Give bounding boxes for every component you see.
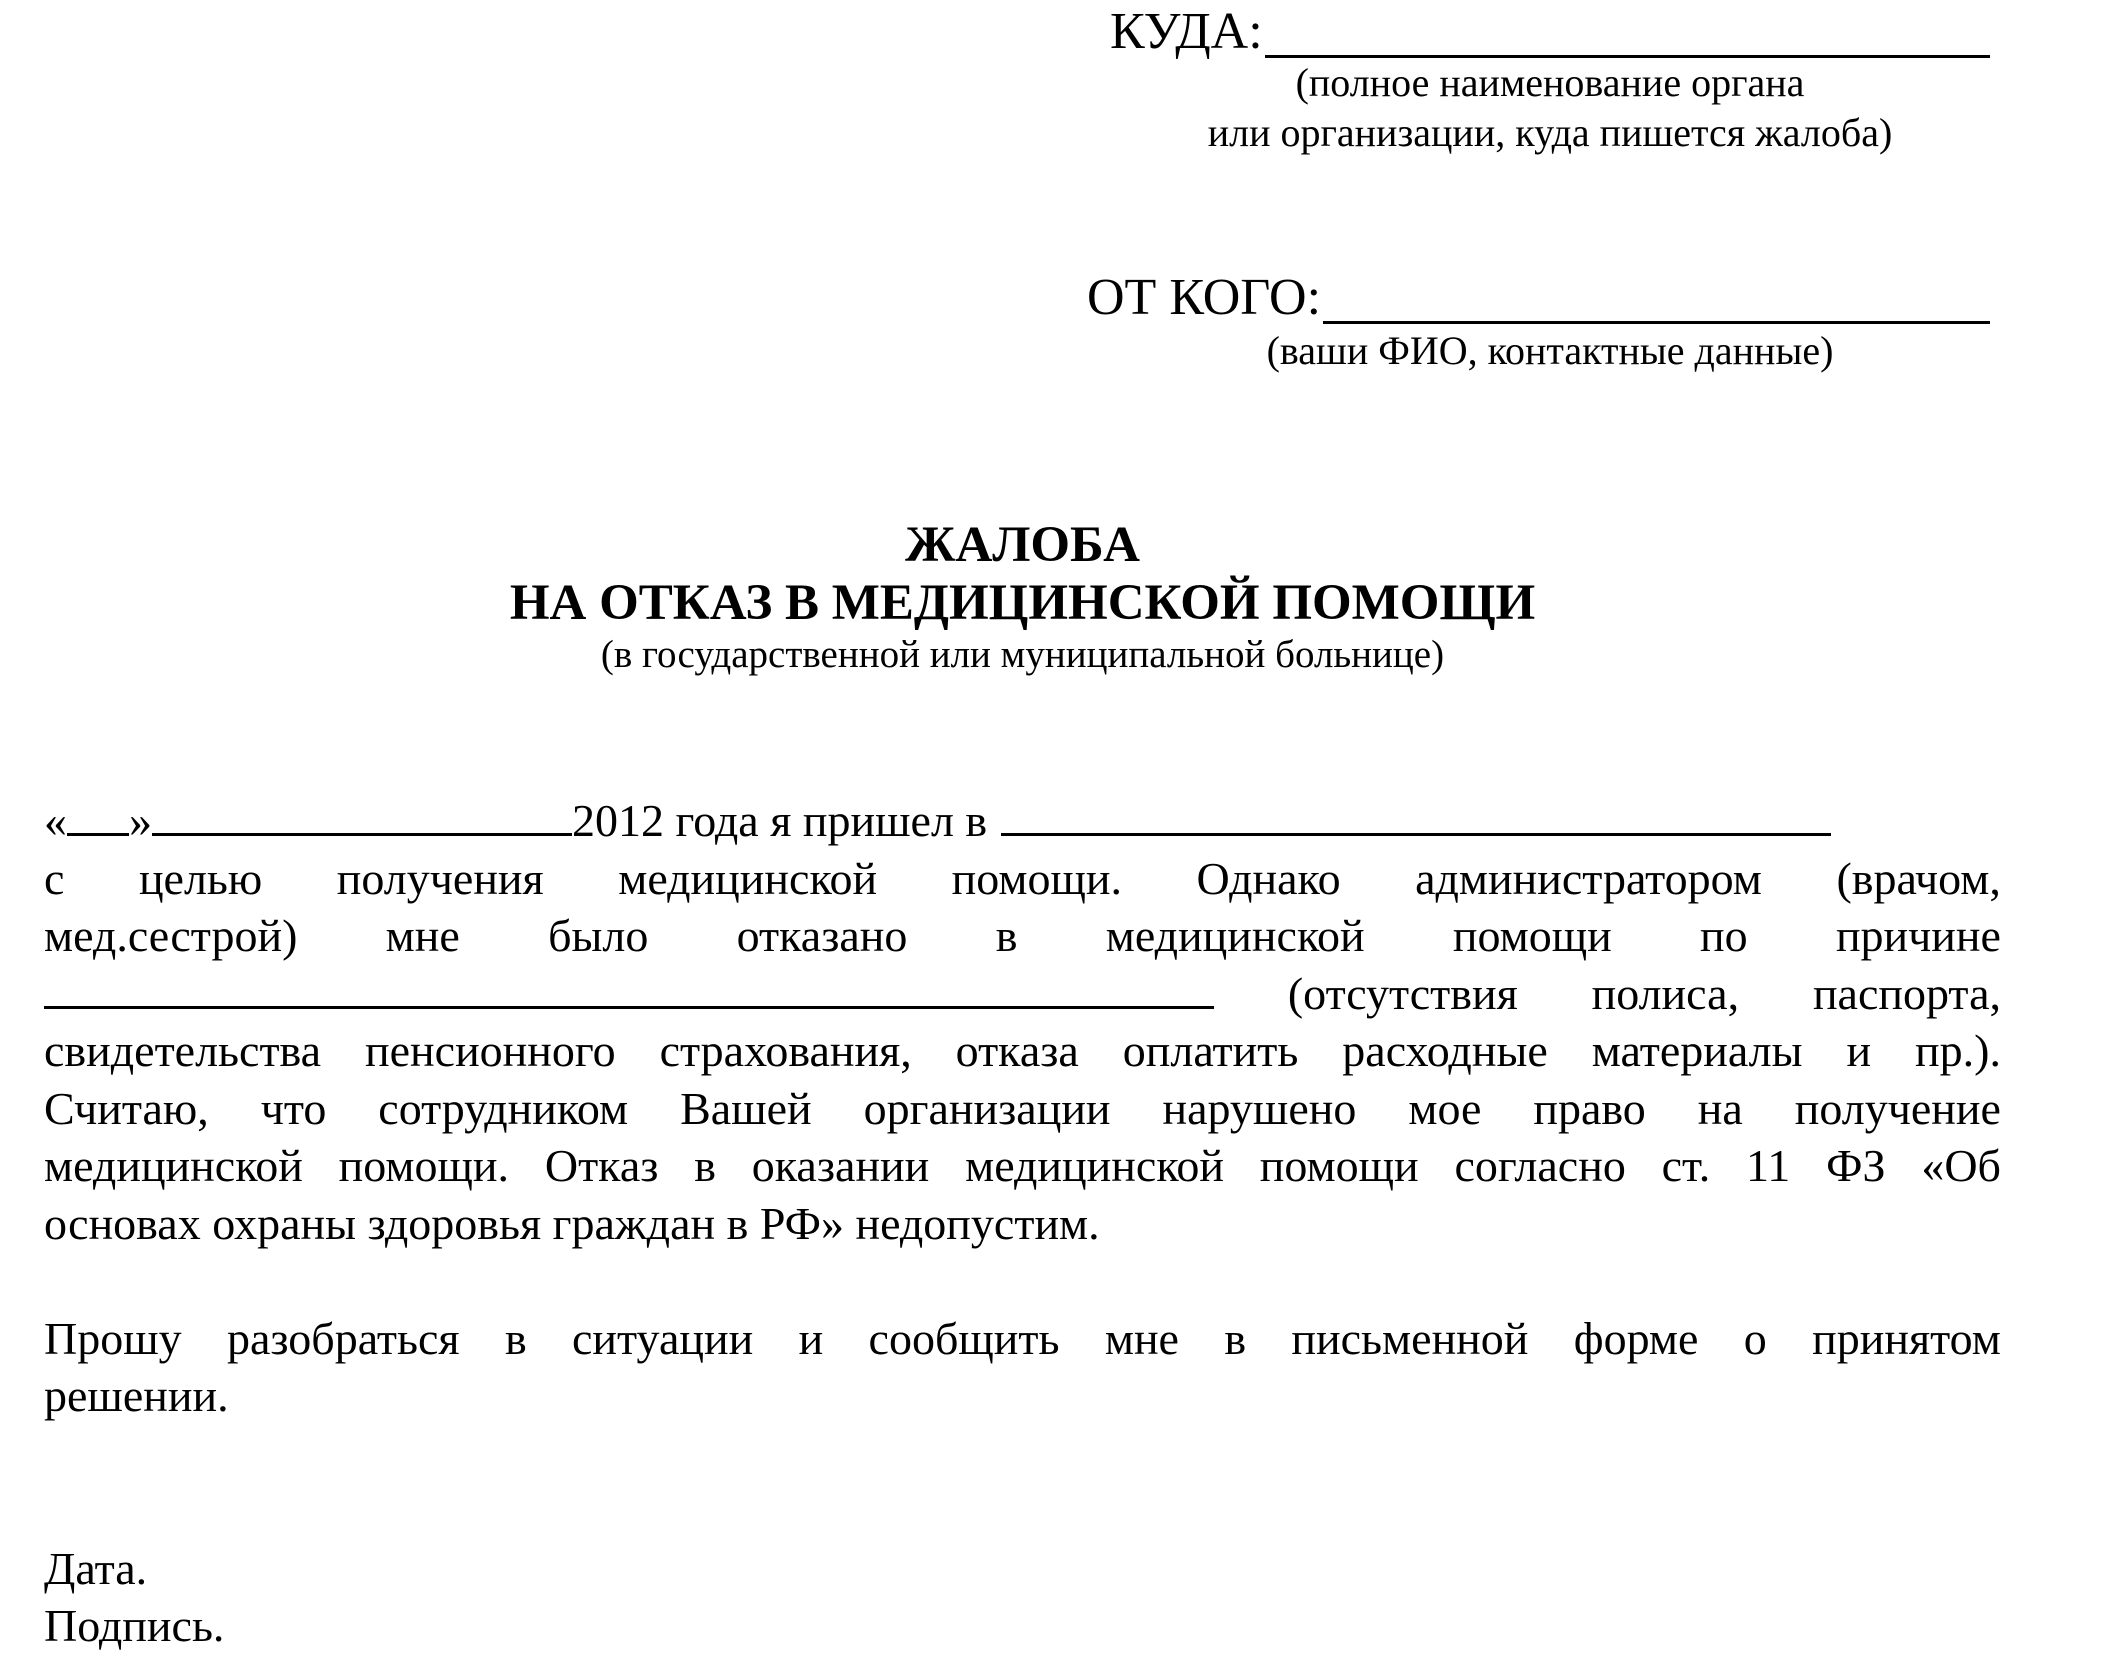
request-line-1 xyxy=(44,1310,2001,1368)
word: ст. xyxy=(1661,1140,1711,1191)
word: медицинской xyxy=(1105,910,1365,961)
word: целью xyxy=(138,852,263,904)
addressee-label: КУДА: xyxy=(1110,3,1263,60)
word: и xyxy=(1846,1025,1872,1076)
signature-label: Подпись. xyxy=(44,1600,225,1651)
word: с xyxy=(44,852,65,904)
addressee-hint-line-1: (полное наименование органа xyxy=(1295,60,1805,105)
word: помощи. xyxy=(338,1140,510,1191)
sender-blank-field[interactable] xyxy=(1323,281,1990,324)
word: пенсионного xyxy=(365,1025,616,1076)
title-line-2: НА ОТКАЗ В МЕДИЦИНСКОЙ ПОМОЩИ xyxy=(509,574,1536,631)
word: мне xyxy=(385,910,460,961)
addressee-blank-field[interactable] xyxy=(1265,15,1990,58)
addressee-hint xyxy=(1110,58,1990,158)
body-line-6 xyxy=(44,1080,2001,1138)
date-open-quote: « xyxy=(44,795,67,846)
word: по xyxy=(1700,910,1748,961)
body-line-8 xyxy=(44,1195,2001,1253)
word: страхования, xyxy=(659,1025,912,1076)
word: отказано xyxy=(736,910,908,961)
sender-line xyxy=(1087,269,1990,326)
word: принятом xyxy=(1812,1312,2001,1364)
sender-hint: (ваши ФИО, контактные данные) xyxy=(1266,328,1834,373)
word: материалы xyxy=(1591,1025,1803,1076)
body-line-2 xyxy=(44,850,2001,908)
word: форме xyxy=(1573,1312,1699,1364)
word: получение xyxy=(1794,1082,2001,1134)
paragraph-gap xyxy=(44,1425,2001,1483)
word: Считаю, xyxy=(44,1082,209,1134)
word: о xyxy=(1743,1312,1767,1364)
word: оказании xyxy=(751,1140,930,1191)
word: медицинской xyxy=(965,1140,1224,1191)
word: свидетельства xyxy=(44,1025,322,1076)
body-line-7 xyxy=(44,1137,2001,1195)
word: мое xyxy=(1408,1082,1482,1134)
word: причине xyxy=(1835,910,2001,961)
addressee-hint-line-2: или организации, куда пишется жалоба) xyxy=(1207,110,1893,155)
word: оплатить xyxy=(1122,1025,1299,1076)
addressee-line xyxy=(1110,3,1990,60)
word: было xyxy=(548,910,649,961)
word: Вашей xyxy=(680,1082,812,1134)
word: полиса, xyxy=(1591,967,1740,1019)
word: получения xyxy=(336,852,544,904)
word: ФЗ xyxy=(1826,1140,1886,1191)
date-close-quote: » xyxy=(129,795,152,846)
request-line-2 xyxy=(44,1367,2001,1425)
word: в xyxy=(694,1140,716,1191)
date-label: Дата. xyxy=(44,1542,148,1594)
word: паспорта, xyxy=(1812,967,2001,1019)
sender-label: ОТ КОГО: xyxy=(1087,269,1322,326)
body-line-5 xyxy=(44,1022,2001,1080)
word: (отсутствия xyxy=(1287,967,1518,1019)
word: медицинской xyxy=(618,852,878,904)
word: мед.сестрой) xyxy=(44,910,298,961)
refusal-reason-blank[interactable] xyxy=(44,966,1214,1009)
word: «Об xyxy=(1921,1140,2001,1191)
body-line-4 xyxy=(44,965,2001,1023)
date-day-blank[interactable] xyxy=(67,793,129,836)
word: сообщить xyxy=(868,1312,1060,1364)
word: Отказ xyxy=(544,1140,659,1191)
word: отказа xyxy=(955,1025,1079,1076)
word: (врачом, xyxy=(1836,852,2001,904)
word: организации xyxy=(863,1082,1111,1134)
word: разобраться xyxy=(226,1312,460,1364)
year-text: 2012 года я пришел в xyxy=(572,795,988,846)
request-line-2-text: решении. xyxy=(44,1370,229,1421)
word: право xyxy=(1533,1082,1646,1134)
word: и xyxy=(798,1312,824,1364)
document-title xyxy=(0,517,2045,679)
word: что xyxy=(260,1082,327,1134)
paragraph-gap xyxy=(44,1482,2001,1540)
word: Однако xyxy=(1196,852,1341,904)
word: в xyxy=(995,910,1018,961)
word: администратором xyxy=(1415,852,1762,904)
word: пр.). xyxy=(1915,1025,2001,1076)
complaint-body xyxy=(44,792,2001,1655)
word: письменной xyxy=(1291,1312,1529,1364)
word: в xyxy=(1224,1312,1247,1364)
word: расходные xyxy=(1342,1025,1548,1076)
word: 11 xyxy=(1746,1140,1791,1191)
paragraph-gap xyxy=(44,1252,2001,1310)
hospital-name-blank[interactable] xyxy=(1001,793,1831,836)
word: сотрудником xyxy=(378,1082,629,1134)
title-line-1: ЖАЛОБА xyxy=(905,517,1140,573)
word: в xyxy=(504,1312,527,1364)
word: нарушено xyxy=(1162,1082,1357,1134)
title-subtitle: (в государственной или муниципальной больнице) xyxy=(600,633,1445,677)
word: помощи xyxy=(1452,910,1612,961)
word: мне xyxy=(1104,1312,1179,1364)
word: ситуации xyxy=(572,1312,754,1364)
body-line-8-text: основах охраны здоровья граждан в РФ» недопустим. xyxy=(44,1197,1100,1249)
word: помощи. xyxy=(951,852,1122,904)
word: Прошу xyxy=(44,1312,182,1364)
word: на xyxy=(1697,1082,1743,1134)
body-line-3 xyxy=(44,907,2001,965)
date-month-blank[interactable] xyxy=(152,793,572,836)
word: согласно xyxy=(1454,1140,1626,1191)
word: медицинской xyxy=(44,1140,303,1191)
word: помощи xyxy=(1259,1140,1419,1191)
body-line-date xyxy=(44,792,2001,850)
